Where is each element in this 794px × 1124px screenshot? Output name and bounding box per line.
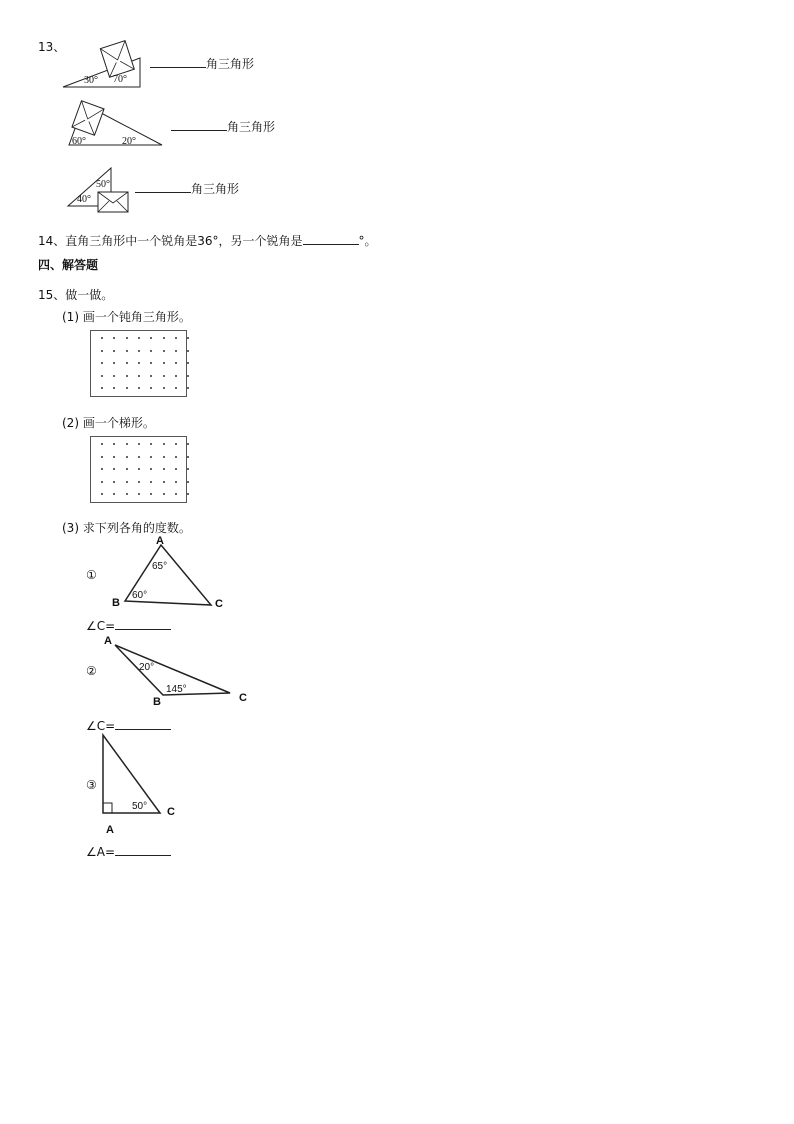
grid-dot	[163, 350, 165, 352]
grid-dot	[150, 468, 152, 470]
grid-dot	[138, 387, 140, 389]
grid-dot	[187, 375, 189, 377]
grid-dot	[113, 375, 115, 377]
q13-figure-1	[60, 38, 150, 90]
grid-dot	[163, 387, 165, 389]
q13-suffix-1: 角三角形	[206, 57, 255, 71]
grid-dot	[163, 375, 165, 377]
grid-dot	[126, 481, 128, 483]
grid-dot	[138, 468, 140, 470]
grid-dot	[163, 362, 165, 364]
tri3-answer-label: ∠A=	[86, 845, 116, 859]
tri1-vertex-a: A	[156, 535, 164, 547]
grid-dot	[150, 387, 152, 389]
grid-dot	[175, 337, 177, 339]
q13-angle-1b: 70°	[113, 74, 127, 85]
grid-dot	[163, 456, 165, 458]
q13-angle-3a: 50°	[96, 179, 110, 190]
grid-dot	[175, 375, 177, 377]
q14-text-before: 14、直角三角形中一个锐角是36°，另一个锐角是	[38, 234, 303, 248]
grid-dot	[175, 350, 177, 352]
tri2-vertex-a: A	[104, 635, 112, 647]
grid-dot	[187, 387, 189, 389]
grid-dot	[187, 350, 189, 352]
grid-dot	[113, 468, 115, 470]
tri3-blank[interactable]	[115, 843, 171, 856]
q13-blank-1[interactable]	[150, 55, 206, 68]
grid-dot	[175, 362, 177, 364]
q13-suffix-3: 角三角形	[191, 182, 240, 196]
grid-dot	[126, 350, 128, 352]
grid-dot	[187, 362, 189, 364]
grid-dot	[163, 468, 165, 470]
tri3-answer	[86, 843, 171, 859]
grid-dot	[138, 493, 140, 495]
grid-dot	[138, 362, 140, 364]
grid-dot	[101, 387, 103, 389]
grid-dot	[101, 375, 103, 377]
tri2-blank[interactable]	[115, 717, 171, 730]
tri3-angle-c: 50°	[132, 801, 148, 812]
tri1-vertex-b: B	[112, 597, 120, 609]
grid-dot	[163, 443, 165, 445]
tri2-angle-b: 145°	[166, 684, 187, 695]
grid-dot	[150, 375, 152, 377]
grid-dot	[101, 468, 103, 470]
q15-part3: (3) 求下列各角的度数。	[62, 521, 191, 535]
grid-dot	[101, 350, 103, 352]
q13-answer-1	[150, 55, 254, 71]
grid-dot	[138, 456, 140, 458]
tri1-angle-a: 65°	[152, 561, 168, 572]
tri1-angle-b: 60°	[132, 590, 148, 601]
tri1-marker: ①	[86, 568, 97, 582]
grid-dot	[126, 456, 128, 458]
q14-text-after: °。	[358, 234, 377, 248]
grid-dot	[175, 456, 177, 458]
grid-dot	[126, 443, 128, 445]
q13-blank-3[interactable]	[135, 180, 191, 193]
grid-dot	[187, 481, 189, 483]
q13-figure-3	[66, 166, 136, 216]
q15-part2: (2) 画一个梯形。	[62, 416, 155, 430]
grid-dot	[187, 456, 189, 458]
q15-number: 15、做一做。	[38, 288, 114, 302]
tri2-angle-a: 20°	[139, 662, 155, 673]
grid-dot	[138, 443, 140, 445]
grid-dot	[163, 493, 165, 495]
grid-dot	[150, 362, 152, 364]
grid-dot	[150, 443, 152, 445]
q14-text	[38, 232, 377, 248]
tri3-vertex-a: A	[106, 824, 114, 836]
q13-angle-1a: 30°	[84, 75, 98, 86]
q13-answer-3	[135, 180, 239, 196]
grid-dot	[138, 375, 140, 377]
grid-dot	[150, 350, 152, 352]
grid-dot	[113, 493, 115, 495]
grid-dot	[126, 387, 128, 389]
grid-dot	[113, 443, 115, 445]
grid-dot	[150, 337, 152, 339]
q13-number: 13、	[38, 40, 66, 54]
section-title: 四、解答题	[38, 258, 99, 272]
grid-dot	[113, 362, 115, 364]
grid-dot	[101, 362, 103, 364]
q13-angle-2b: 20°	[122, 136, 136, 147]
grid-dot	[175, 481, 177, 483]
grid-dot	[163, 337, 165, 339]
q13-blank-2[interactable]	[171, 118, 227, 131]
grid-dot	[187, 337, 189, 339]
grid-dot	[138, 337, 140, 339]
tri3-vertex-c: C	[167, 806, 175, 818]
grid-dot	[101, 481, 103, 483]
q15-part1: (1) 画一个钝角三角形。	[62, 310, 191, 324]
tri2-answer-label: ∠C=	[86, 719, 116, 733]
grid-dot	[101, 493, 103, 495]
q14-blank[interactable]	[303, 232, 359, 245]
grid-dot	[113, 350, 115, 352]
grid-dot	[113, 387, 115, 389]
grid-dot	[150, 456, 152, 458]
q13-angle-3b: 40°	[77, 194, 91, 205]
grid-dot	[187, 443, 189, 445]
q13-angle-2a: 60°	[72, 136, 86, 147]
grid-dot	[126, 362, 128, 364]
grid-dot	[175, 493, 177, 495]
tri2-marker: ②	[86, 664, 97, 678]
grid-dot	[187, 493, 189, 495]
grid-dot	[126, 337, 128, 339]
q13-suffix-2: 角三角形	[227, 120, 276, 134]
grid-dot	[126, 375, 128, 377]
grid-dot	[126, 468, 128, 470]
grid-dot	[175, 468, 177, 470]
grid-dot	[150, 481, 152, 483]
tri1-vertex-c: C	[215, 598, 223, 610]
q13-answer-2	[171, 118, 275, 134]
tri1-blank[interactable]	[115, 617, 171, 630]
grid-dot	[101, 456, 103, 458]
grid-dot	[163, 481, 165, 483]
tri3-marker: ③	[86, 778, 97, 792]
grid-dot	[126, 493, 128, 495]
dot-grid-1[interactable]	[90, 330, 187, 397]
grid-dot	[150, 493, 152, 495]
grid-dot	[113, 481, 115, 483]
tri2-vertex-b: B	[153, 696, 161, 708]
grid-dot	[175, 387, 177, 389]
grid-dot	[138, 481, 140, 483]
grid-dot	[175, 443, 177, 445]
grid-dot	[113, 456, 115, 458]
grid-dot	[101, 337, 103, 339]
dot-grid-2[interactable]	[90, 436, 187, 503]
tri1-answer-label: ∠C=	[86, 619, 116, 633]
grid-dot	[138, 350, 140, 352]
tri1-answer	[86, 617, 171, 633]
grid-dot	[187, 468, 189, 470]
grid-dot	[113, 337, 115, 339]
tri2-vertex-c: C	[239, 692, 247, 704]
grid-dot	[101, 443, 103, 445]
